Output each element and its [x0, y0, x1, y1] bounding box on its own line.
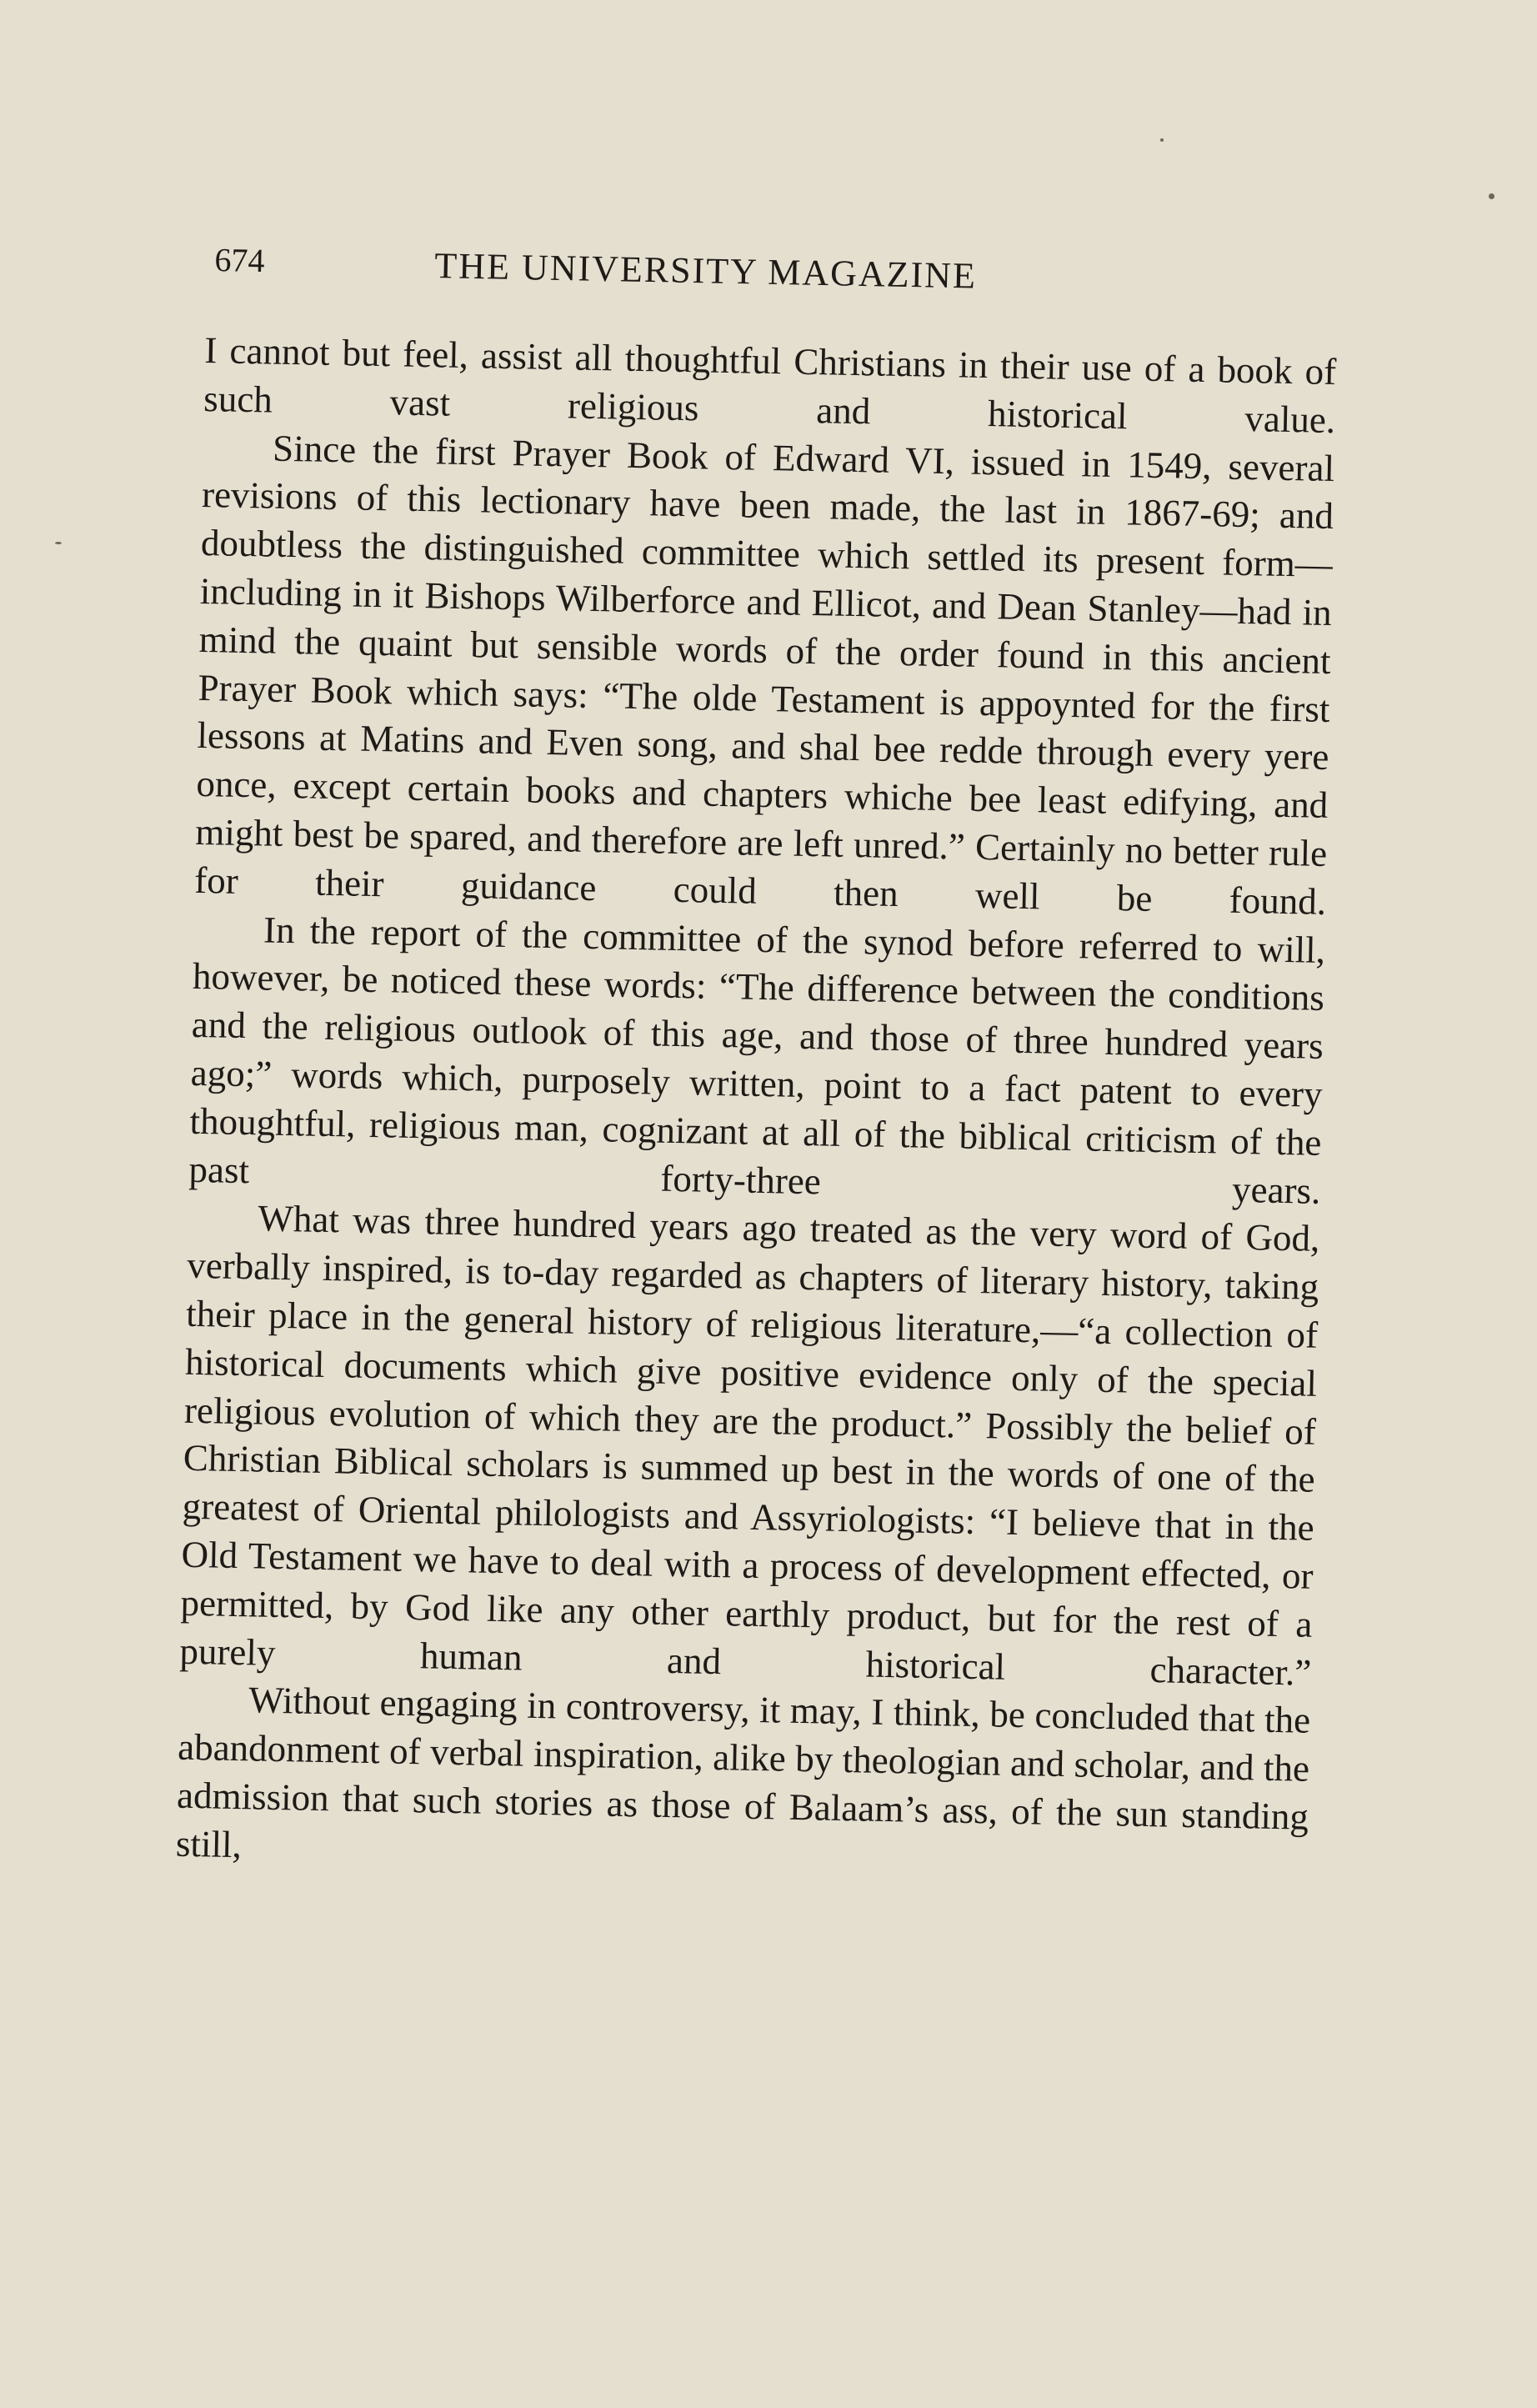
paragraph-2: Since the first Prayer Book of Edward VI, issued in 1549, several revisions of this lectionary have been made, the last in 1867-69; and doubtless the distinguished committee which settled its present form—including in it Bishops Wilberforce and Ellicot, and Dean Stanley—had in mind the quaint but sensible words of the order found in this ancient Prayer Book which says: “The olde Testament is appoynted for the first lessons at Matins and Even song, and shal bee redde through every yere once, except certain books and chapters whiche bee least edifying, and might best be spared, and therefore are left unred.” Certainly no better rule for their guidance could then well be found.: [193, 427, 1335, 923]
paper-speck: [1160, 138, 1164, 142]
paragraph-3: In the report of the committee of the synod before referred to will, however, be noticed these words: “The difference between the conditions and the religious outlook of this age, and those of three hundred years ago;” words which, purposely written, point to a fact patent to every thoughtful, religious man, cognizant at all of the biblical criticism of the past forty-three years.: [188, 909, 1326, 1212]
page-header: [214, 240, 1115, 308]
paragraph-4: What was three hundred years ago treated as the very word of God, verbally inspired, is to-day regarded as chapters of literary history, taking their place in the general history of religious literature,—“a collection of historical documents which give positive evidence only of the special religious evolution of which they are the product.” Possibly the belief of Christian Biblical scholars is summed up best in the words of one of the greatest of Oriental philologists and Assyriologists: “I believe that in the Old Testament we have to deal with a process of development effected, or permitted, by God like any other earthly product, but for the rest of a purely human and historical character.”: [179, 1197, 1320, 1694]
paper-speck: [1489, 193, 1494, 199]
paragraph-5: Without engaging in controversy, it may, I think, be concluded that the abandonment of verbal inspiration, alike by theologian and scholar, and the admission that such stories as those of Balaam’s ass, of the sun standing still,: [175, 1679, 1311, 1865]
page-number: 674: [214, 240, 265, 280]
body-text: [175, 327, 1336, 1890]
running-head: THE UNIVERSITY MAGAZINE: [433, 245, 978, 297]
paragraph-1: I cannot but feel, assist all thoughtful Christians in their use of a book of such vast religious and historical value.: [203, 328, 1337, 441]
paper-speck: [55, 542, 62, 544]
